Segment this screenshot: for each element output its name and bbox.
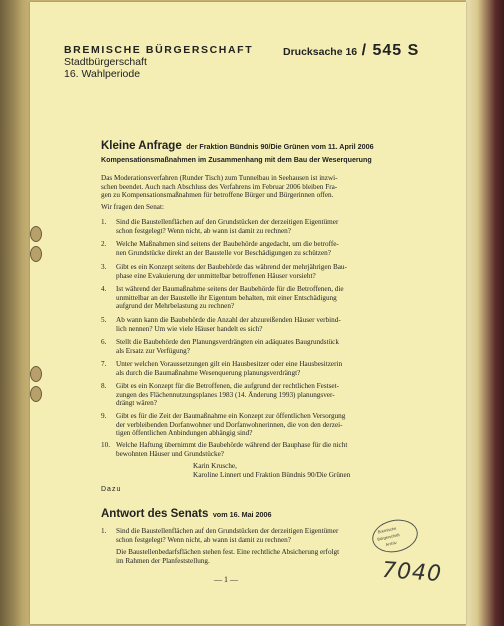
- drucksache-value: / 545 S: [361, 42, 420, 59]
- binder-edge: [466, 0, 504, 626]
- punch-hole: [30, 226, 42, 242]
- punch-hole: [30, 246, 42, 262]
- question-item: 1. Sind die Baustellenflächen auf den Grundstücken der derzeitigen Eigentümer schon festgelegt? Wenn nicht, ab wann ist damit zu rechnen?: [101, 218, 339, 235]
- question-item: 8. Gibt es ein Konzept für die Betroffenen, die aufgrund der rechtlichen Festset- zungen des Flächennutzungsplanes 1983 (14. Änderung 1993) planungsver- drängt wären?: [101, 382, 340, 408]
- antwort-title: Antwort des Senats vom 16. Mai 2006: [101, 508, 272, 520]
- punch-hole: [30, 366, 42, 382]
- archive-stamp: Bremische Bürgerschaft Archiv: [369, 516, 421, 557]
- question-item: 4. Ist während der Baumaßnahme seitens der Baubehörde für die Betroffenen, die unmittelbar an der Baustelle ihr Eigentum behalten, mit einer Entschädigung aufgrund der Mehrbelastung zu rechnen?: [101, 285, 344, 311]
- question-item: 10. Welche Haftung übernimmt die Baubehörde während der Bauphase für die nicht bewohnten Häuser und Grundstücke?: [101, 441, 348, 458]
- org-name: BREMISCHE BÜRGERSCHAFT: [64, 44, 254, 56]
- question-item: 5. Ab wann kann die Baubehörde die Anzahl der abzureißenden Häuser verbind- lich nennen? Um wie viele Häuser handelt es sich?: [101, 316, 341, 333]
- dazu-label: Dazu: [101, 486, 122, 493]
- signature-block: Karin Krusche, Karoline Linnert und Fraktion Bündnis 90/Die Grünen: [193, 462, 351, 479]
- drucksache-label: Drucksache 16: [283, 46, 358, 58]
- question-item: 9. Gibt es für die Zeit der Baumaßnahme ein Konzept zur öffentlichen Versorgung der verbleibenden Dorfanwohner und Dorfanwohnerinnen, die von den derzei- tigen öffentlichen Anbindungen abhängig sind?: [101, 412, 346, 438]
- question-item: 7. Unter welchen Voraussetzungen gilt ein Hausbesitzer oder eine Hausbesitzerin als durch die Baumaßnahme Wesenquerung planungsverdrängt?: [101, 360, 343, 377]
- anfrage-subtitle: Kompensationsmaßnahmen im Zusammenhang mit dem Bau der Weserquerung: [101, 156, 372, 164]
- ask-line: Wir fragen den Senat:: [101, 203, 164, 211]
- drucksache-number: [283, 42, 419, 60]
- chamber-name: Stadtbürgerschaft: [64, 56, 147, 68]
- punch-hole: [30, 386, 42, 402]
- handwritten-number: 7040: [381, 557, 443, 588]
- intro-paragraph: Das Moderationsverfahren (Runder Tisch) zum Tunnelbau in Seehausen ist inzwi- schen beendet. Auch nach Abschluss des Verfahrens im Februar 2006 bleiben Fra- gen zu Kompensationsmaßnahmen für betroffene Bürger und Bürgerinnen offen.: [101, 174, 338, 200]
- page-number: — 1 —: [214, 575, 238, 584]
- question-item: 2. Welche Maßnahmen sind seitens der Baubehörde angedacht, um die betroffe- nen Grundstücke direkt an der Baustelle vor Beschädigungen zu schützen?: [101, 240, 339, 257]
- period: 16. Wahlperiode: [64, 68, 141, 80]
- answer-question-item: 1. Sind die Baustellenflächen auf den Grundstücken der derzeitigen Eigentümer schon festgelegt? Wenn nicht, ab wann ist damit zu rechnen?: [101, 527, 339, 544]
- answer-text: Die Baustellenbedarfsflächen stehen fest. Eine rechtliche Absicherung erfolgt im Rahmen der Planfeststellung.: [116, 548, 340, 565]
- question-item: 6. Stellt die Baubehörde den Planungsverdrängten ein adäquates Baugrundstück als Ersatz zur Verfügung?: [101, 338, 339, 355]
- document-header: [64, 44, 253, 80]
- anfrage-title: Kleine Anfrage der Fraktion Bündnis 90/Die Grünen vom 11. April 2006: [101, 140, 374, 152]
- question-item: 3. Gibt es ein Konzept seitens der Baubehörde das während der mehrjährigen Bau- phase eine Evakuierung der unmittelbar betroffenen Häuser vorsieht?: [101, 263, 347, 280]
